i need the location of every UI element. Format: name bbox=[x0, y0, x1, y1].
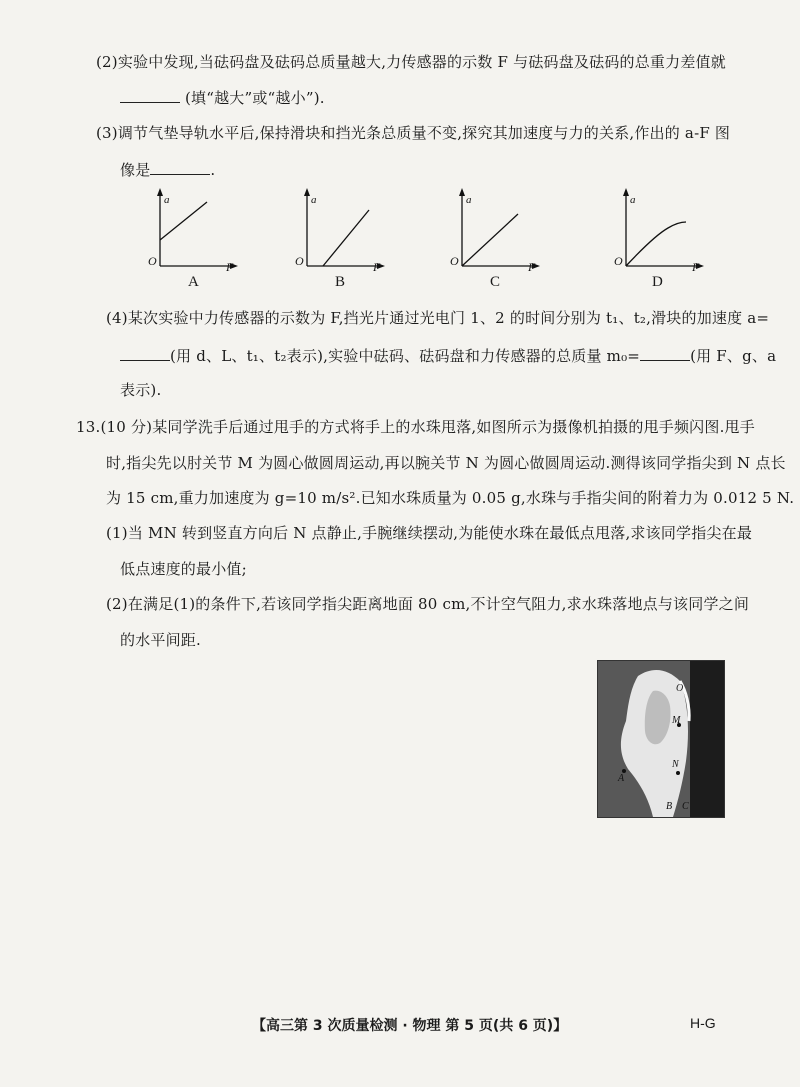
graph-curve bbox=[626, 222, 686, 266]
graph-c bbox=[450, 188, 542, 290]
q12-part4-text: (用 d、L、t₁、t₂表示),实验中砝码、砝码盘和力传感器的总质量 m₀= bbox=[170, 347, 641, 365]
q13-sub1-line2: 低点速度的最小值; bbox=[120, 560, 247, 578]
axis-label-a: a bbox=[630, 194, 636, 206]
photo-label-a: A bbox=[618, 773, 625, 784]
graph-line bbox=[462, 214, 518, 266]
answer-blank[interactable] bbox=[120, 86, 180, 103]
q12-part4-line2 bbox=[120, 344, 776, 367]
q12-part3-prefix: 像是 bbox=[120, 161, 151, 179]
axis-label-a: a bbox=[164, 194, 170, 206]
y-axis-arrow bbox=[157, 188, 163, 196]
q13-sub1-line1: (1)当 MN 转到竖直方向后 N 点静止,手腕继续摆动,为能使水珠在最低点甩落,求该同学指尖在最 bbox=[106, 524, 753, 542]
photo-label-o: O bbox=[676, 683, 684, 694]
point-n bbox=[676, 771, 680, 775]
origin-label: O bbox=[295, 254, 304, 268]
q12-part4-line3: 表示). bbox=[120, 381, 162, 399]
graph-label-d: D bbox=[652, 274, 663, 290]
graph-label-a: A bbox=[188, 274, 199, 290]
y-axis-arrow bbox=[623, 188, 629, 196]
graph-line bbox=[160, 202, 207, 240]
answer-blank[interactable] bbox=[120, 344, 170, 361]
page-footer: 【高三第 3 次质量检测 · 物理 第 5 页(共 6 页)】 bbox=[252, 1018, 568, 1034]
axis-label-f: F bbox=[692, 260, 700, 274]
q12-part3-period: . bbox=[210, 161, 216, 179]
q12-part4-hint: (用 F、g、a bbox=[690, 347, 777, 365]
paper-code: H-G bbox=[690, 1015, 716, 1031]
origin-label: O bbox=[614, 254, 623, 268]
photo-label-b: B bbox=[666, 801, 673, 812]
answer-blank[interactable] bbox=[150, 158, 210, 175]
photo-label-m: M bbox=[672, 715, 681, 726]
axis-label-f: F bbox=[528, 260, 536, 274]
graph-label-c: C bbox=[490, 274, 501, 290]
graph-b bbox=[295, 188, 387, 290]
q12-part3-line2 bbox=[120, 158, 215, 181]
axis-label-f: F bbox=[226, 260, 234, 274]
origin-label: O bbox=[450, 254, 459, 268]
q13-line3: 为 15 cm,重力加速度为 g=10 m/s².已知水珠质量为 0.05 g,水珠与手指尖间的附着力为 0.012 5 N. bbox=[106, 489, 795, 507]
origin-label: O bbox=[148, 254, 157, 268]
graph-d bbox=[614, 188, 706, 290]
answer-blank[interactable] bbox=[640, 344, 690, 361]
q13-line1: 13.(10 分)某同学洗手后通过甩手的方式将手上的水珠甩落,如图所示为摄像机拍摄的甩手频闪图.甩手 bbox=[76, 418, 755, 436]
photo-label-c: C bbox=[682, 801, 689, 812]
q12-part2-line2 bbox=[120, 86, 325, 109]
axis-label-a: a bbox=[466, 194, 472, 206]
q13-sub2-line1: (2)在满足(1)的条件下,若该同学指尖距离地面 80 cm,不计空气阻力,求水珠落地点与该同学之间 bbox=[106, 595, 750, 613]
axis-label-a: a bbox=[311, 194, 317, 206]
q13-line2: 时,指尖先以肘关节 M 为圆心做圆周运动,再以腕关节 N 为圆心做圆周运动.测得该同学指尖到 N 点长 bbox=[106, 454, 786, 472]
photo-label-n: N bbox=[672, 759, 679, 770]
axis-label-f: F bbox=[373, 260, 381, 274]
graph-a bbox=[148, 188, 240, 290]
q12-part4-line1: (4)某次实验中力传感器的示数为 F,挡光片通过光电门 1、2 的时间分别为 t₁、t₂,滑块的加速度 a= bbox=[106, 309, 770, 327]
q13-sub2-line2: 的水平间距. bbox=[120, 631, 201, 649]
y-axis-arrow bbox=[304, 188, 310, 196]
graph-label-b: B bbox=[335, 274, 346, 290]
q12-part3-line1: (3)调节气垫导轨水平后,保持滑块和挡光条总质量不变,探究其加速度与力的关系,作出的 a-F 图 bbox=[96, 124, 731, 142]
q12-part2-line1: (2)实验中发现,当砝码盘及砝码总质量越大,力传感器的示数 F 与砝码盘及砝码的总重力差值就 bbox=[96, 53, 726, 71]
y-axis-arrow bbox=[459, 188, 465, 196]
strobe-photo bbox=[597, 660, 725, 818]
arm-shadow bbox=[690, 661, 724, 817]
strobe-photo-svg bbox=[598, 661, 724, 817]
q12-part2-hint: (填“越大”或“越小”). bbox=[184, 89, 325, 107]
graph-line bbox=[323, 210, 369, 266]
